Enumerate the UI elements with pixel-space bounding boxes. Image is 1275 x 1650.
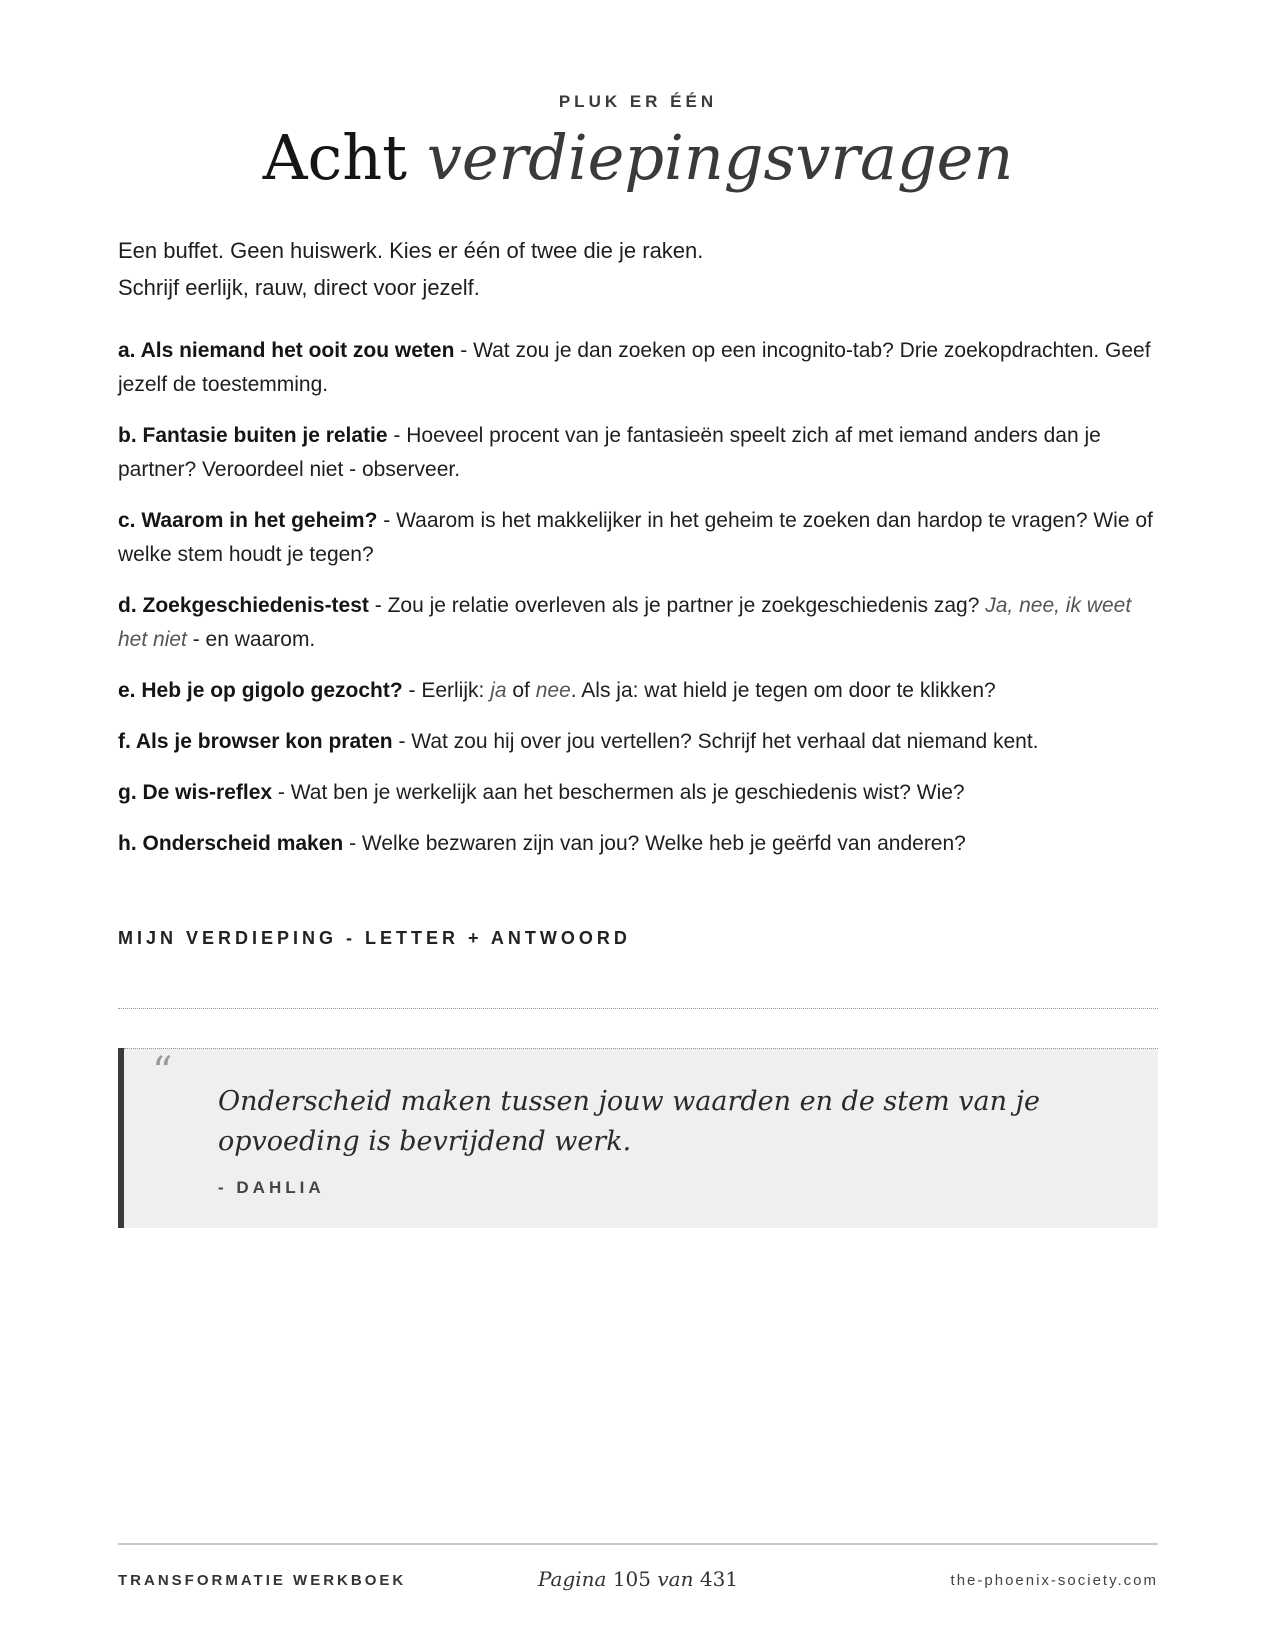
question-text: - Wat ben je werkelijk aan het beschermen als je geschiedenis wist? Wie?	[272, 781, 965, 804]
question-text-2: of	[506, 679, 536, 702]
answer-label: MIJN VERDIEPING - LETTER + ANTWOORD	[118, 928, 631, 948]
question-italic-2: nee	[535, 679, 571, 702]
question-text: - Waarom is het makkelijker in het geheim te zoeken dan hardop te vragen? Wie of welke stem houdt je tegen?	[118, 509, 1153, 566]
intro-line-2: Schrijf eerlijk, rauw, direct voor jezelf.	[118, 275, 480, 300]
page-current: 105	[612, 1567, 652, 1591]
question-text: - Hoeveel procent van je fantasieën speelt zich af met iemand anders dan je partner? Veroordeel niet - observeer.	[118, 424, 1101, 481]
question-italic: ja	[490, 679, 507, 702]
title-italic: verdiepingsvragen	[426, 121, 1014, 194]
title-plain: Acht	[262, 121, 408, 194]
question-label: g. De wis-reflex	[118, 781, 273, 804]
question-label: h. Onderscheid maken	[118, 832, 344, 855]
question-text: - Eerlijk:	[402, 679, 491, 702]
eyebrow-label: PLUK ER ÉÉN	[558, 92, 718, 111]
quote-author: - DAHLIA	[218, 1178, 325, 1197]
question-e	[118, 674, 1158, 708]
question-label: f. Als je browser kon praten	[118, 730, 393, 753]
question-b	[118, 419, 1158, 487]
page-of-word: van	[657, 1567, 694, 1591]
quote-text: Onderscheid maken tussen jouw waarden en de stem van je opvoeding is bevrijdend werk.	[218, 1086, 1040, 1157]
question-a	[118, 334, 1158, 402]
question-text: - Zou je relatie overleven als je partner je zoekgeschiedenis zag?	[368, 594, 986, 617]
question-c	[118, 504, 1158, 572]
question-g	[118, 776, 1158, 810]
question-text: - Welke bezwaren zijn van jou? Welke heb je geërfd van anderen?	[343, 832, 966, 855]
question-label: d. Zoekgeschiedenis-test	[118, 594, 369, 617]
footer-workbook-title: TRANSFORMATIE WERKBOEK	[118, 1572, 407, 1589]
quote-mark-icon: “	[152, 1049, 173, 1095]
question-label: a. Als niemand het ooit zou weten	[118, 339, 455, 362]
quote-block	[118, 1048, 1158, 1228]
question-text: - Wat zou je dan zoeken op een incognito-tab? Drie zoekopdrachten. Geef jezelf de toestemming.	[118, 339, 1151, 396]
question-d	[118, 589, 1158, 657]
question-f	[118, 725, 1158, 759]
page-total: 431	[699, 1567, 739, 1591]
question-text: - Wat zou hij over jou vertellen? Schrijf het verhaal dat niemand kent.	[392, 730, 1039, 753]
question-italic: Ja, nee, ik weet het niet	[118, 594, 1132, 651]
question-text-3: . Als ja: wat hield je tegen om door te klikken?	[570, 679, 996, 702]
footer-page-number	[438, 1567, 838, 1591]
question-label: c. Waarom in het geheim?	[118, 509, 378, 532]
quote-divider	[124, 1048, 1158, 1049]
intro-line-1: Een buffet. Geen huiswerk. Kies er één of twee die je raken.	[118, 238, 704, 263]
answer-writing-line[interactable]	[118, 1008, 1158, 1009]
page-word: Pagina	[537, 1567, 607, 1591]
footer-website: the-phoenix-society.com	[950, 1572, 1158, 1589]
question-list	[118, 334, 1158, 878]
intro-text	[118, 232, 1158, 306]
question-label: b. Fantasie buiten je relatie	[118, 424, 388, 447]
question-text-2: - en waarom.	[186, 628, 316, 651]
question-h	[118, 827, 1158, 861]
question-label: e. Heb je op gigolo gezocht?	[118, 679, 403, 702]
page-title	[118, 118, 1158, 198]
footer-divider	[118, 1543, 1158, 1545]
